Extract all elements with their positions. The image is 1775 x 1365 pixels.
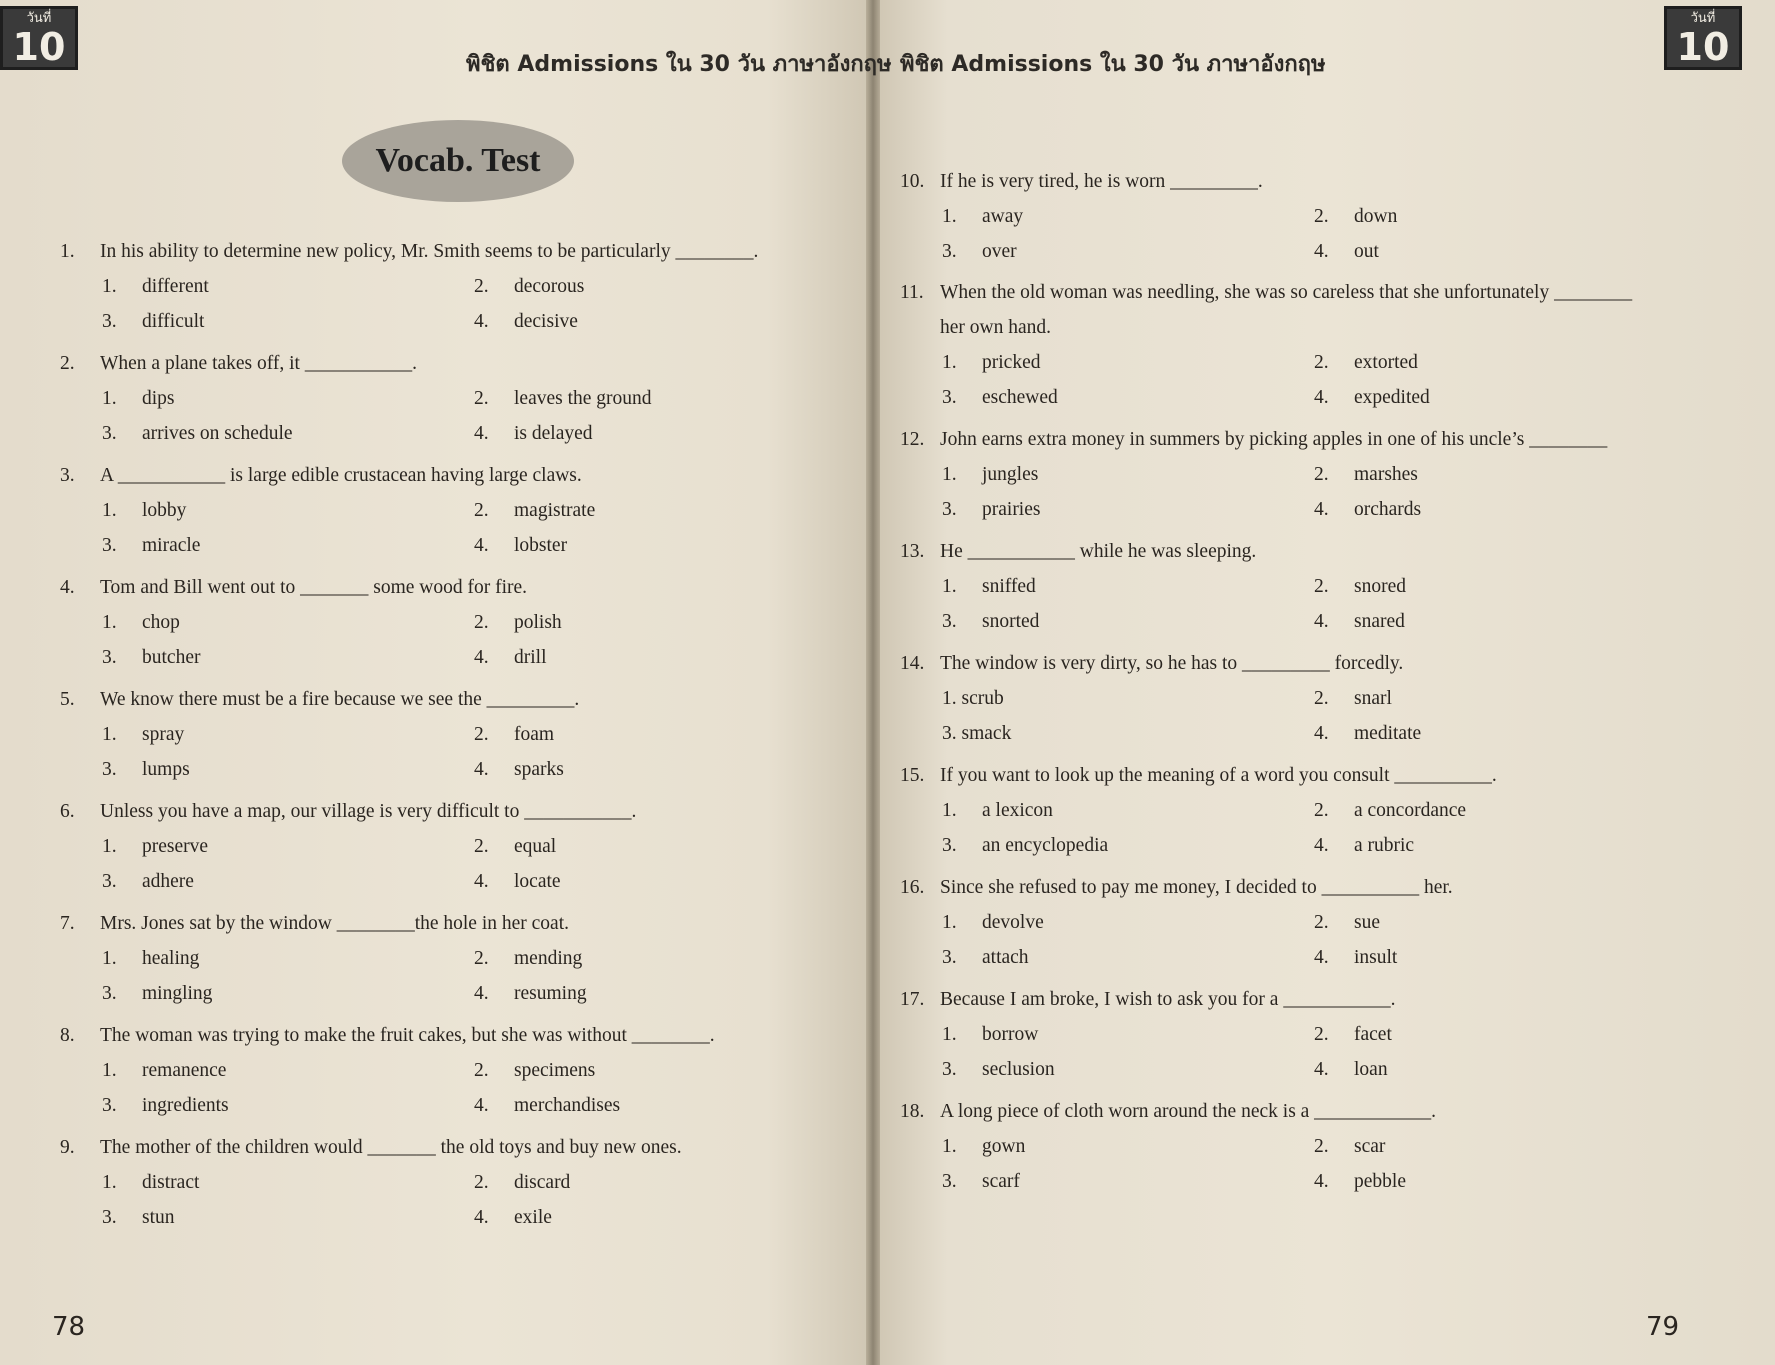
answer-option-1[interactable] (102, 1172, 199, 1194)
option-number: 4. (474, 535, 489, 556)
option-text: seclusion (982, 1059, 1055, 1080)
option-number: 1. (102, 836, 117, 857)
option-number: 4. (474, 423, 489, 444)
answer-option-3[interactable] (942, 835, 1108, 857)
option-text: lumps (142, 759, 190, 780)
option-number: 3. (102, 871, 117, 892)
answer-option-3[interactable] (102, 423, 293, 445)
answer-option-4[interactable] (474, 311, 578, 333)
answer-option-2[interactable] (1314, 576, 1406, 598)
option-number: 1. (102, 276, 117, 297)
answer-option-2[interactable] (1314, 464, 1418, 486)
answer-option-4[interactable] (474, 1207, 552, 1229)
page-number-left: 78 (52, 1312, 86, 1342)
option-text: a lexicon (982, 800, 1053, 821)
answer-option-1[interactable] (102, 1060, 226, 1082)
option-text: is delayed (514, 423, 593, 444)
right-page (876, 0, 1775, 1365)
option-text: facet (1354, 1024, 1392, 1045)
answer-option-3[interactable] (942, 723, 1011, 745)
option-number: 2. (474, 1172, 489, 1193)
option-text: pricked (982, 352, 1041, 373)
question-text: Unless you have a map, our village is very difficult to ___________. (100, 801, 637, 822)
running-head-right: พิชิต Admissions ใน 30 วัน ภาษาอังกฤษ (900, 52, 1326, 77)
answer-option-4[interactable] (474, 983, 587, 1005)
answer-option-2[interactable] (1314, 688, 1392, 710)
question-number: 14. (900, 653, 925, 674)
question-number: 11. (900, 282, 924, 303)
answer-option-3[interactable] (942, 499, 1040, 521)
question-text: Since she refused to pay me money, I decided to __________ her. (940, 877, 1453, 898)
answer-option-1[interactable] (102, 276, 209, 298)
answer-option-3[interactable] (942, 947, 1029, 969)
option-text: preserve (142, 836, 209, 857)
answer-option-4[interactable] (474, 759, 564, 781)
option-text: polish (514, 612, 562, 633)
answer-option-3[interactable] (102, 983, 212, 1005)
option-text: miracle (142, 535, 201, 556)
option-number: 2. (1314, 1024, 1329, 1045)
answer-option-4[interactable] (1314, 1059, 1388, 1081)
answer-option-2[interactable] (1314, 1136, 1385, 1158)
answer-option-1[interactable] (942, 912, 1044, 934)
option-text: scar (1354, 1136, 1386, 1157)
answer-option-3[interactable] (942, 1059, 1055, 1081)
answer-option-2[interactable] (474, 612, 562, 634)
question-text: John earns extra money in summers by picking apples in one of his uncle’s ________ (940, 429, 1608, 450)
option-text: attach (982, 947, 1029, 968)
option-text: adhere (142, 871, 194, 892)
answer-option-3[interactable] (102, 1207, 175, 1229)
option-text: mending (514, 948, 583, 969)
option-text: meditate (1354, 723, 1422, 744)
option-number: 3. (942, 1171, 957, 1192)
option-number: 4. (474, 983, 489, 1004)
question-number: 5. (60, 689, 75, 710)
answer-option-1[interactable] (102, 388, 175, 410)
option-text: merchandises (514, 1095, 621, 1116)
question-text: He ___________ while he was sleeping. (940, 541, 1257, 562)
option-text: lobby (142, 500, 187, 521)
question-number: 10. (900, 171, 925, 192)
option-text: foam (514, 724, 555, 745)
option-number: 1. (942, 576, 957, 597)
option-number: 1. (942, 1024, 957, 1045)
answer-option-3[interactable] (102, 535, 200, 557)
answer-option-4[interactable] (1314, 499, 1421, 521)
option-text: snarl (1354, 688, 1392, 709)
option-number: 3. (942, 835, 957, 856)
option-text: sparks (514, 759, 564, 780)
question-number: 8. (60, 1025, 75, 1046)
answer-option-1[interactable] (942, 1024, 1038, 1046)
answer-option-2[interactable] (474, 276, 584, 298)
option-number: 2. (474, 836, 489, 857)
option-text: mingling (142, 983, 213, 1004)
answer-option-1[interactable] (942, 464, 1038, 486)
option-text: butcher (142, 647, 201, 668)
option-number: 2. (474, 948, 489, 969)
answer-option-3[interactable] (942, 1171, 1020, 1193)
answer-option-1[interactable] (942, 352, 1040, 374)
option-text: gown (982, 1136, 1026, 1157)
question-number: 16. (900, 877, 925, 898)
option-text: locate (514, 871, 561, 892)
option-number: 4. (1314, 723, 1329, 744)
option-number: 1. (102, 500, 117, 521)
answer-option-2[interactable] (1314, 1024, 1392, 1046)
question-text: We know there must be a fire because we see the _________. (100, 689, 580, 710)
option-text: snored (1354, 576, 1406, 597)
option-number: 3. (102, 759, 117, 780)
option-number: 1. (102, 1060, 117, 1081)
answer-option-4[interactable] (1314, 387, 1430, 409)
option-text: sniffed (982, 576, 1036, 597)
option-text: prairies (982, 499, 1041, 520)
option-text: ingredients (142, 1095, 229, 1116)
option-text: sue (1354, 912, 1380, 933)
option-number: 2. (1314, 464, 1329, 485)
option-number: 3. (942, 241, 957, 262)
day-number: 10 (1676, 25, 1730, 69)
answer-option-1[interactable] (102, 948, 199, 970)
question-number: 3. (60, 465, 75, 486)
day-word: วันที่ (1690, 11, 1716, 26)
answer-option-2[interactable] (474, 724, 554, 746)
day-badge-right (1664, 6, 1742, 70)
option-text: extorted (1354, 352, 1418, 373)
answer-option-2[interactable] (474, 388, 652, 410)
book-gutter (866, 0, 880, 1365)
question-text: In his ability to determine new policy, Mr. Smith seems to be particularly ________. (100, 241, 759, 262)
day-number: 10 (12, 25, 66, 69)
option-text: away (982, 206, 1024, 227)
option-number: 2. (1314, 1136, 1329, 1157)
option-number: 1. (942, 1136, 957, 1157)
answer-option-3[interactable] (942, 387, 1058, 409)
answer-option-2[interactable] (1314, 800, 1466, 822)
answer-option-2[interactable] (474, 836, 556, 858)
answer-option-3[interactable] (102, 311, 204, 333)
option-number: 4. (1314, 1171, 1329, 1192)
option-text: 1. scrub (942, 688, 1004, 709)
option-number: 1. (102, 948, 117, 969)
answer-option-3[interactable] (102, 871, 194, 893)
option-number: 1. (942, 464, 957, 485)
option-text: devolve (982, 912, 1044, 933)
option-text: spray (142, 724, 185, 745)
question-number: 9. (60, 1137, 75, 1158)
answer-option-3[interactable] (942, 241, 1017, 263)
question-number: 18. (900, 1101, 925, 1122)
answer-option-4[interactable] (474, 423, 593, 445)
answer-option-2[interactable] (1314, 912, 1380, 934)
option-number: 3. (942, 1059, 957, 1080)
option-number: 3. (102, 1095, 117, 1116)
option-text: healing (142, 948, 200, 969)
option-number: 3. (102, 311, 117, 332)
option-text: specimens (514, 1060, 596, 1081)
option-number: 2. (1314, 800, 1329, 821)
option-number: 3. (942, 499, 957, 520)
answer-option-1[interactable] (102, 500, 186, 522)
question-text: If he is very tired, he is worn _________. (940, 171, 1263, 192)
option-text: a rubric (1354, 835, 1415, 856)
option-text: distract (142, 1172, 200, 1193)
option-number: 2. (474, 388, 489, 409)
option-number: 4. (474, 871, 489, 892)
option-number: 4. (1314, 835, 1329, 856)
answer-option-4[interactable] (1314, 1171, 1406, 1193)
option-text: stun (142, 1207, 175, 1228)
answer-option-3[interactable] (102, 647, 200, 669)
answer-option-1[interactable] (102, 836, 208, 858)
option-number: 4. (1314, 611, 1329, 632)
answer-option-1[interactable] (942, 1136, 1025, 1158)
option-number: 3. (942, 611, 957, 632)
answer-option-3[interactable] (102, 1095, 229, 1117)
answer-option-3[interactable] (102, 759, 190, 781)
test-title: Vocab. Test (375, 142, 541, 179)
answer-option-4[interactable] (474, 871, 561, 893)
option-number: 1. (102, 612, 117, 633)
question-number: 13. (900, 541, 925, 562)
question-number: 15. (900, 765, 925, 786)
option-number: 1. (102, 1172, 117, 1193)
option-text: loan (1354, 1059, 1388, 1080)
option-text: 3. smack (942, 723, 1012, 744)
option-number: 3. (942, 947, 957, 968)
option-text: difficult (142, 311, 205, 332)
option-number: 4. (474, 1095, 489, 1116)
question-number: 6. (60, 801, 75, 822)
day-word: วันที่ (26, 11, 52, 26)
option-number: 2. (1314, 576, 1329, 597)
option-text: snared (1354, 611, 1405, 632)
question-text: A ___________ is large edible crustacean having large claws. (100, 465, 582, 486)
answer-option-1[interactable] (942, 576, 1036, 598)
option-number: 1. (942, 352, 957, 373)
answer-option-2[interactable] (1314, 352, 1418, 374)
option-number: 3. (102, 423, 117, 444)
option-text: out (1354, 241, 1379, 262)
option-text: decorous (514, 276, 585, 297)
option-text: leaves the ground (514, 388, 652, 409)
option-text: magistrate (514, 500, 596, 521)
left-page (0, 0, 872, 1365)
answer-option-4[interactable] (1314, 835, 1414, 857)
option-text: different (142, 276, 209, 297)
option-text: arrives on schedule (142, 423, 293, 444)
option-text: orchards (1354, 499, 1422, 520)
option-number: 4. (474, 647, 489, 668)
option-number: 1. (942, 206, 957, 227)
running-head-left: พิชิต Admissions ใน 30 วัน ภาษาอังกฤษ (466, 52, 892, 77)
option-number: 2. (474, 1060, 489, 1081)
option-number: 3. (102, 535, 117, 556)
question-text: If you want to look up the meaning of a word you consult __________. (940, 765, 1497, 786)
option-number: 2. (1314, 206, 1329, 227)
answer-option-4[interactable] (1314, 947, 1397, 969)
answer-option-2[interactable] (474, 500, 595, 522)
question-text: The window is very dirty, so he has to _________ forcedly. (940, 653, 1404, 674)
option-number: 4. (1314, 947, 1329, 968)
question-text: The mother of the children would _______ the old toys and buy new ones. (100, 1137, 682, 1158)
option-text: scarf (982, 1171, 1020, 1192)
answer-option-1[interactable] (942, 800, 1053, 822)
option-number: 3. (102, 983, 117, 1004)
answer-option-4[interactable] (1314, 611, 1405, 633)
answer-option-3[interactable] (942, 611, 1039, 633)
option-text: dips (142, 388, 175, 409)
answer-option-2[interactable] (474, 1060, 595, 1082)
question-text: Mrs. Jones sat by the window ________the hole in her coat. (100, 913, 570, 934)
question-number: 2. (60, 353, 75, 374)
question-number: 12. (900, 429, 925, 450)
answer-option-1[interactable] (942, 206, 1023, 228)
test-title-badge (342, 120, 574, 202)
option-number: 2. (1314, 688, 1329, 709)
question-text: The woman was trying to make the fruit cakes, but she was without ________. (100, 1025, 715, 1046)
option-number: 2. (1314, 352, 1329, 373)
answer-option-1[interactable] (942, 688, 1004, 710)
answer-option-4[interactable] (474, 535, 567, 557)
option-number: 4. (1314, 1059, 1329, 1080)
option-text: jungles (982, 464, 1039, 485)
option-number: 2. (474, 276, 489, 297)
option-number: 3. (102, 647, 117, 668)
option-text: decisive (514, 311, 578, 332)
option-number: 4. (474, 1207, 489, 1228)
option-number: 3. (102, 1207, 117, 1228)
option-text: down (1354, 206, 1398, 227)
option-text: resuming (514, 983, 587, 1004)
option-number: 1. (942, 800, 957, 821)
question-text: Tom and Bill went out to _______ some wood for fire. (100, 577, 528, 598)
option-number: 2. (474, 612, 489, 633)
option-number: 2. (474, 724, 489, 745)
option-text: discard (514, 1172, 571, 1193)
option-number: 4. (474, 759, 489, 780)
option-text: marshes (1354, 464, 1418, 485)
option-number: 1. (102, 724, 117, 745)
answer-option-2[interactable] (474, 948, 582, 970)
option-text: chop (142, 612, 180, 633)
question-text-continued: her own hand. (940, 317, 1052, 338)
question-number: 7. (60, 913, 75, 934)
option-text: expedited (1354, 387, 1430, 408)
answer-option-4[interactable] (1314, 241, 1379, 263)
option-text: pebble (1354, 1171, 1406, 1192)
option-text: snorted (982, 611, 1040, 632)
option-number: 3. (942, 387, 957, 408)
option-number: 1. (102, 388, 117, 409)
answer-option-4[interactable] (474, 647, 547, 669)
option-text: drill (514, 647, 547, 668)
answer-option-1[interactable] (102, 724, 184, 746)
question-number: 17. (900, 989, 925, 1010)
option-text: an encyclopedia (982, 835, 1109, 856)
question-text: A long piece of cloth worn around the neck is a ____________. (940, 1101, 1437, 1122)
question-text: When a plane takes off, it ___________. (100, 353, 417, 374)
option-number: 1. (942, 912, 957, 933)
option-text: a concordance (1354, 800, 1467, 821)
question-number: 1. (60, 241, 75, 262)
answer-option-4[interactable] (474, 1095, 620, 1117)
option-number: 2. (1314, 912, 1329, 933)
option-text: eschewed (982, 387, 1058, 408)
option-number: 4. (1314, 499, 1329, 520)
answer-option-2[interactable] (1314, 206, 1397, 228)
question-number: 4. (60, 577, 75, 598)
option-text: borrow (982, 1024, 1039, 1045)
answer-option-2[interactable] (474, 1172, 570, 1194)
option-text: lobster (514, 535, 568, 556)
option-text: insult (1354, 947, 1398, 968)
question-text: Because I am broke, I wish to ask you for a ___________. (940, 989, 1396, 1010)
option-number: 2. (474, 500, 489, 521)
question-text: When the old woman was needling, she was so careless that she unfortunately ________ (940, 282, 1633, 303)
page-number-right: 79 (1646, 1312, 1680, 1342)
answer-option-4[interactable] (1314, 723, 1421, 745)
option-text: over (982, 241, 1017, 262)
option-text: exile (514, 1207, 552, 1228)
option-number: 4. (474, 311, 489, 332)
day-badge-left (0, 6, 78, 70)
option-number: 4. (1314, 241, 1329, 262)
answer-option-1[interactable] (102, 612, 180, 634)
option-text: equal (514, 836, 557, 857)
option-text: remanence (142, 1060, 227, 1081)
option-number: 4. (1314, 387, 1329, 408)
